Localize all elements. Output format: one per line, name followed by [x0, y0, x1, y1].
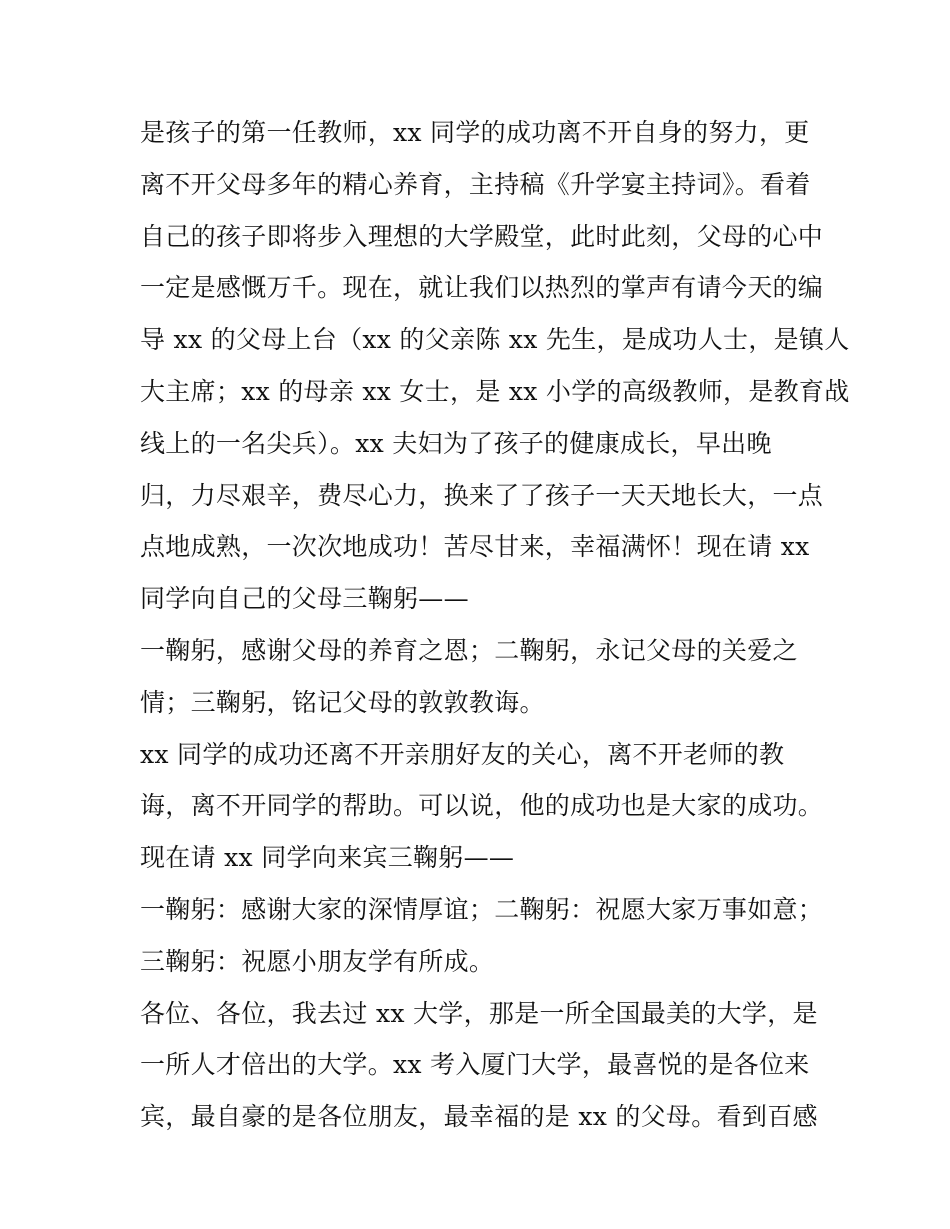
text-line: 情；三鞠躬，铭记父母的敦敦教诲。	[140, 687, 545, 717]
text-line: 同学向自己的父母三鞠躬——	[140, 584, 469, 614]
text-line: 点地成熟，一次次地成功！苦尽甘来，幸福满怀！现在请 xx	[140, 532, 810, 562]
text-line: 导 xx 的父母上台（xx 的父亲陈 xx 先生，是成功人士，是镇人	[140, 325, 850, 355]
text-line: 一定是感慨万千。现在，就让我们以热烈的掌声有请今天的编	[140, 273, 824, 303]
text-line: 是孩子的第一任教师，xx 同学的成功离不开自身的努力，更	[140, 118, 810, 147]
text-line: xx 同学的成功还离不开亲朋好友的关心，离不开老师的教	[140, 739, 785, 769]
text-line: 三鞠躬：祝愿小朋友学有所成。	[140, 946, 495, 976]
text-line: 一鞠躬，感谢父母的养育之恩；二鞠躬，永记父母的关爱之	[140, 635, 798, 665]
text-line: 一鞠躬：感谢大家的深情厚谊；二鞠躬：祝愿大家万事如意；	[140, 894, 824, 924]
text-line: 线上的一名尖兵）。xx 夫妇为了孩子的健康成长，早出晚	[140, 428, 772, 458]
text-line: 自己的孩子即将步入理想的大学殿堂，此时此刻，父母的心中	[140, 221, 824, 251]
text-line: 各位、各位，我去过 xx 大学，那是一所全国最美的大学，是	[140, 998, 818, 1028]
text-line: 一所人才倍出的大学。xx 考入厦门大学，最喜悦的是各位来	[140, 1050, 810, 1080]
document-text-body	[140, 107, 850, 1143]
text-line: 离不开父母多年的精心养育，主持稿《升学宴主持词》。看着	[140, 169, 811, 199]
text-line: 现在请 xx 同学向来宾三鞠躬——	[140, 843, 515, 873]
text-line: 宾，最自豪的是各位朋友，最幸福的是 xx 的父母。看到百感	[140, 1102, 818, 1132]
text-line: 诲，离不开同学的帮助。可以说，他的成功也是大家的成功。	[140, 791, 824, 821]
text-line: 归，力尽艰辛，费尽心力，换来了了孩子一天天地长大，一点	[140, 480, 824, 510]
text-line: 大主席；xx 的母亲 xx 女士，是 xx 小学的高级教师，是教育战	[140, 376, 850, 406]
